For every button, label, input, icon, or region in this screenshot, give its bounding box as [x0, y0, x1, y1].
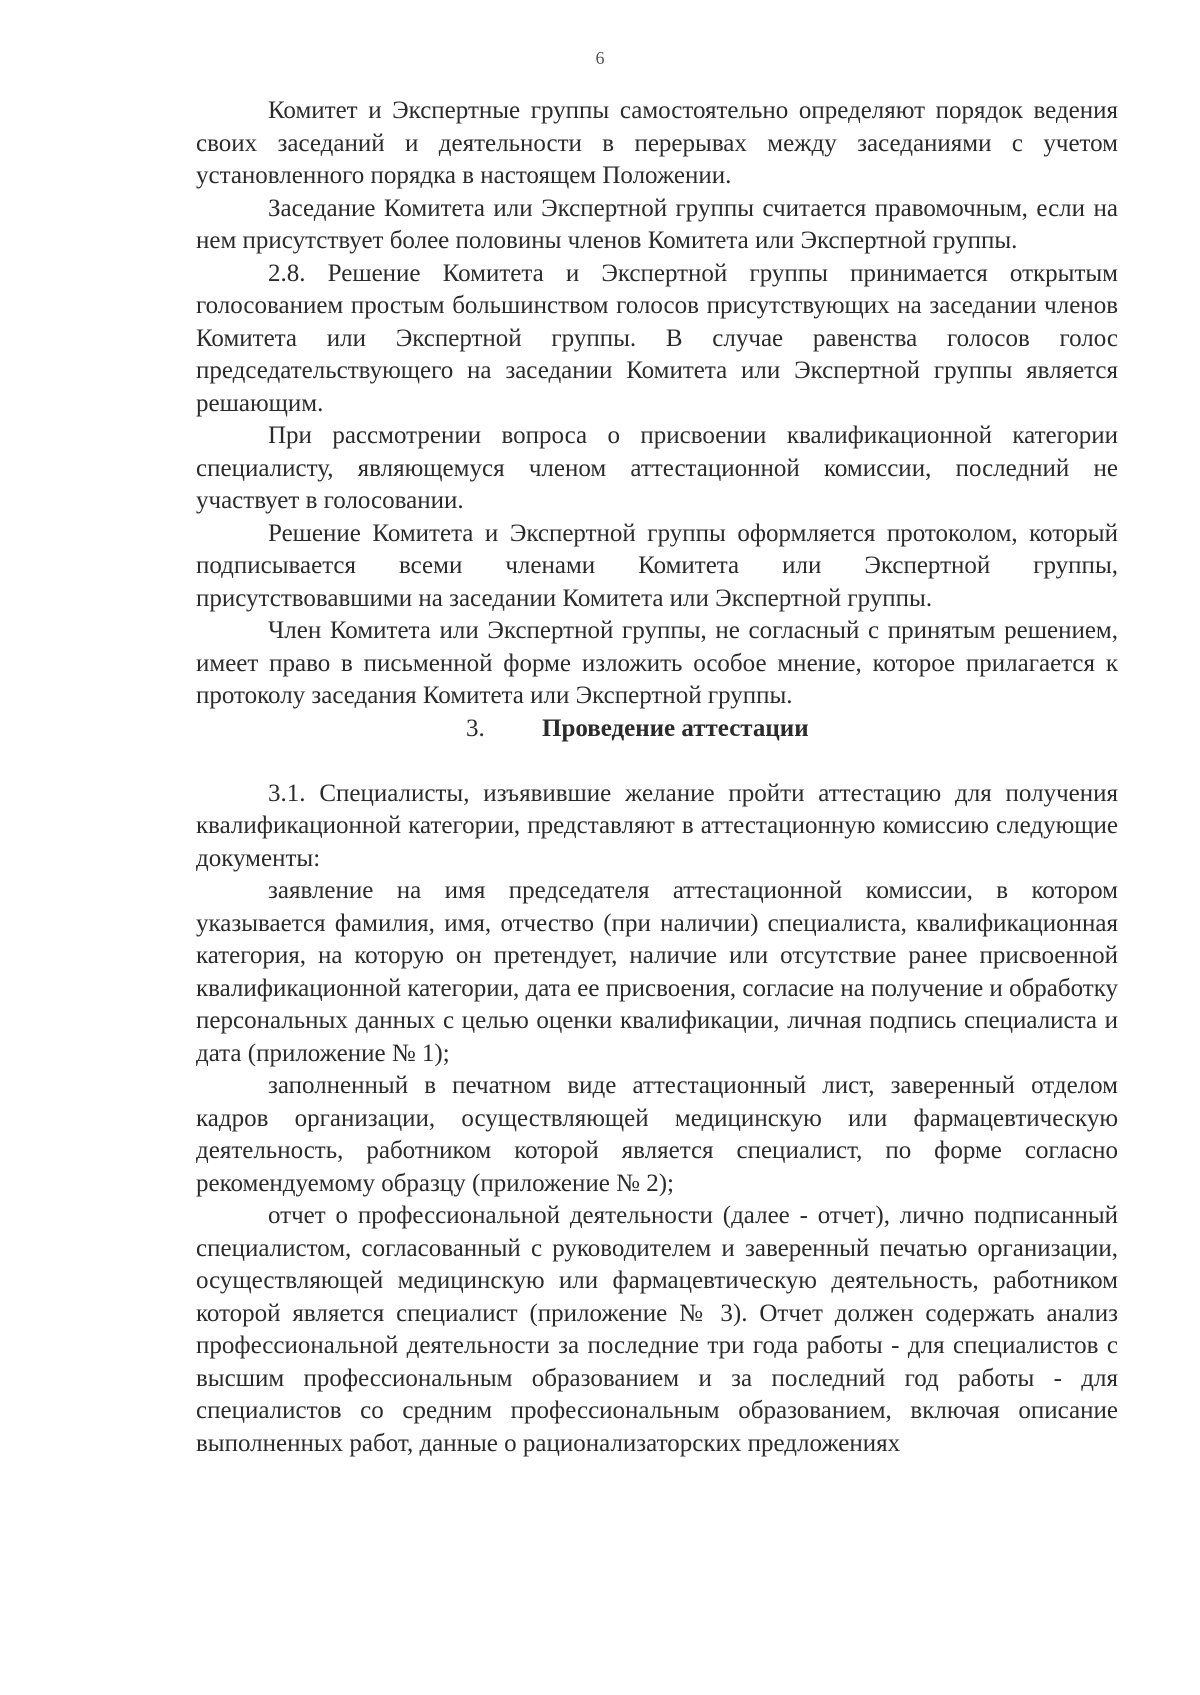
paragraph-3-1-documents: 3.1. Специалисты, изъявившие желание пройти аттестацию для получения квалификационной категории, представляют в аттестационную комиссию следующие документы: [196, 779, 1118, 872]
paragraph-activity-report: отчет о профессиональной деятельности (далее - отчет), лично подписанный специалистом, согласованный с руководителем и заверенный печатью организации, осуществляющей медицинскую или фармацевтическую деятельность, работником которой является специалист (приложение № 3). Отчет должен содержать анализ профессиональной деятельности за последние три года работы - для специалистов с высшим профессиональным образованием и за последний год работы - для специалистов со средним профессиональным образованием, включая описание выполненных работ, данные о рационализаторских предложениях [196, 1202, 1118, 1457]
section-title: Проведение аттестации [542, 714, 809, 742]
paragraph-quorum: Заседание Комитета или Экспертной группы считается правомочным, если на нем присутствует более половины членов Комитета или Экспертной группы. [196, 194, 1118, 254]
paragraph-protocol: Решение Комитета и Экспертной группы оформляется протоколом, который подписывается всеми членами Комитета или Экспертной группы, присутствовавшими на заседании Комитета или Экспертной группы. [196, 519, 1118, 612]
paragraph-committee-procedure: Комитет и Экспертные группы самостоятельно определяют порядок ведения своих заседаний и деятельности в перерывах между заседаниями с учетом установленного порядка в настоящем Положении. [196, 97, 1118, 189]
section-heading [196, 713, 1118, 778]
document-body [196, 95, 1118, 1460]
paragraph-application: заявление на имя председателя аттестационной комиссии, в котором указывается фамилия, имя, отчество (при наличии) специалиста, квалификационная категория, на которую он претендует, наличие или отсутствие ранее присвоенной квалификационной категории, дата ее присвоения, согласие на получение и обработку персональных данных с целью оценки квалификации, личная подпись специалиста и дата (приложение № 1); [196, 877, 1118, 1067]
page-number: 6 [595, 48, 605, 68]
paragraph-dissenting-opinion: Член Комитета или Экспертной группы, не согласный с принятым решением, имеет право в письменной форме изложить особое мнение, которое прилагается к протоколу заседания Комитета или Экспертной группы. [196, 617, 1118, 709]
paragraph-2-8-voting: 2.8. Решение Комитета и Экспертной группы принимается открытым голосованием простым большинством голосов присутствующих на заседании членов Комитета или Экспертной группы. В случае равенства голосов голос председательствующего на заседании Комитета или Экспертной группы является решающим. [196, 259, 1118, 417]
section-number: 3. [466, 714, 485, 742]
paragraph-attestation-sheet: заполненный в печатном виде аттестационный лист, заверенный отделом кадров организации, осуществляющей медицинскую или фармацевтическую деятельность, работником которой является специалист, по форме согласно рекомендуемому образцу (приложение № 2); [196, 1072, 1118, 1197]
paragraph-member-abstain: При рассмотрении вопроса о присвоении квалификационной категории специалисту, являющемуся членом аттестационной комиссии, последний не участвует в голосовании. [196, 422, 1118, 514]
